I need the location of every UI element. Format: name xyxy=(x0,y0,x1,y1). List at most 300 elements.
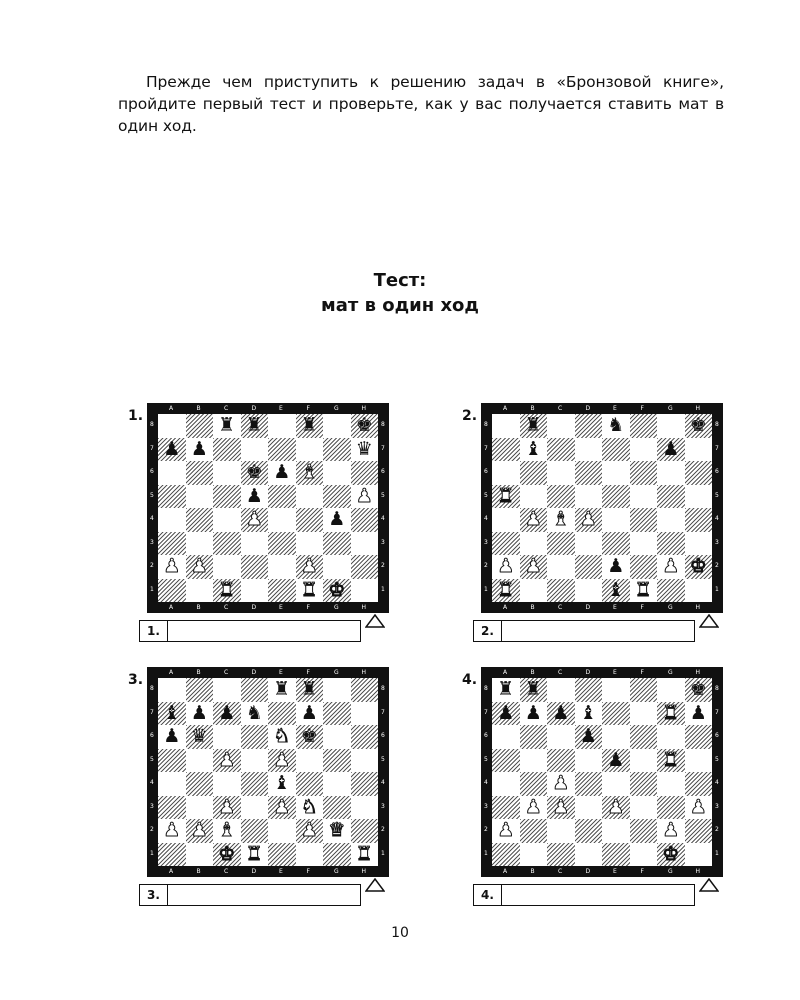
black-knight-icon: ♞ xyxy=(607,414,625,437)
black-pawn-icon: ♟ xyxy=(607,748,625,771)
board-square xyxy=(575,725,603,749)
answer-field[interactable] xyxy=(168,885,360,905)
board-square xyxy=(630,772,658,796)
board-square xyxy=(575,414,603,438)
board-square xyxy=(547,414,575,438)
white-queen-icon: ♛ xyxy=(328,819,346,842)
answer-box[interactable] xyxy=(139,884,361,906)
board-square xyxy=(323,414,351,438)
board-square xyxy=(241,819,269,843)
board-square xyxy=(323,438,351,462)
white-pawn-icon: ♟ xyxy=(245,508,263,531)
file-label: A xyxy=(169,405,174,412)
board-square xyxy=(685,843,713,867)
board-square xyxy=(323,796,351,820)
board-square xyxy=(602,796,630,820)
rank-label: 2 xyxy=(381,826,385,833)
answer-box[interactable] xyxy=(473,884,695,906)
white-pawn-icon: ♟ xyxy=(607,795,625,818)
black-rook-icon: ♜ xyxy=(300,678,318,701)
board-square xyxy=(492,461,520,485)
rank-label: 7 xyxy=(381,708,385,716)
board-square xyxy=(520,555,548,579)
rank-label: 1 xyxy=(484,585,488,593)
board-square xyxy=(685,725,713,749)
board-square xyxy=(186,749,214,773)
file-label: E xyxy=(279,604,283,611)
board-square xyxy=(158,843,186,867)
board-square xyxy=(268,508,296,532)
board-square xyxy=(158,579,186,603)
answer-label: 4. xyxy=(474,885,502,905)
chess-board-frame xyxy=(481,403,723,613)
black-rook-icon: ♜ xyxy=(218,414,236,437)
board-square xyxy=(520,532,548,556)
board-square xyxy=(657,843,685,867)
board-square xyxy=(351,579,379,603)
rank-label: 4 xyxy=(150,779,154,786)
file-label: G xyxy=(334,868,339,875)
black-pawn-icon: ♟ xyxy=(190,437,208,460)
file-label: E xyxy=(613,669,617,676)
board-square xyxy=(657,414,685,438)
triangle-icon xyxy=(699,878,719,892)
white-knight-icon: ♞ xyxy=(273,725,291,748)
board-square xyxy=(268,843,296,867)
board-square xyxy=(575,702,603,726)
board-square xyxy=(186,843,214,867)
rank-label: 5 xyxy=(715,755,719,763)
white-pawn-icon: ♟ xyxy=(300,555,318,578)
rank-label: 8 xyxy=(484,685,488,692)
board-square xyxy=(602,819,630,843)
white-pawn-icon: ♟ xyxy=(163,819,181,842)
board-square xyxy=(296,461,324,485)
board-square xyxy=(158,796,186,820)
rank-label: 7 xyxy=(715,708,719,716)
file-label: A xyxy=(503,405,508,412)
file-label: H xyxy=(361,604,367,611)
board-square xyxy=(296,843,324,867)
file-label: B xyxy=(530,669,535,676)
board-square xyxy=(630,843,658,867)
board-square xyxy=(158,461,186,485)
board-square xyxy=(630,555,658,579)
board-square xyxy=(186,702,214,726)
board-square xyxy=(241,702,269,726)
black-pawn-icon: ♟ xyxy=(552,701,570,724)
board-square xyxy=(492,702,520,726)
board-square xyxy=(296,749,324,773)
puzzle-2 xyxy=(462,403,782,663)
board-square xyxy=(186,485,214,509)
board-square xyxy=(241,772,269,796)
black-pawn-icon: ♟ xyxy=(497,701,515,724)
white-pawn-icon: ♟ xyxy=(689,795,707,818)
board-square xyxy=(213,555,241,579)
rank-label: 2 xyxy=(484,562,488,569)
board-square xyxy=(520,725,548,749)
file-label: F xyxy=(640,669,644,676)
answer-label: 1. xyxy=(140,621,168,641)
board-square xyxy=(685,702,713,726)
board-square xyxy=(241,508,269,532)
board-square xyxy=(492,843,520,867)
chess-board xyxy=(158,414,378,602)
black-king-icon: ♚ xyxy=(689,414,707,437)
black-pawn-icon: ♟ xyxy=(273,461,291,484)
black-bishop-icon: ♝ xyxy=(273,772,291,795)
file-label: G xyxy=(668,868,673,875)
board-square xyxy=(268,532,296,556)
rank-label: 8 xyxy=(381,421,385,428)
file-label: B xyxy=(196,669,201,676)
board-square xyxy=(296,725,324,749)
board-square xyxy=(296,532,324,556)
file-label: H xyxy=(695,868,701,875)
board-square xyxy=(575,461,603,485)
board-square xyxy=(657,678,685,702)
board-square xyxy=(268,438,296,462)
file-label: A xyxy=(169,669,174,676)
board-square xyxy=(241,796,269,820)
triangle-icon xyxy=(365,614,385,628)
board-square xyxy=(323,485,351,509)
board-square xyxy=(186,508,214,532)
board-square xyxy=(351,438,379,462)
board-square xyxy=(630,414,658,438)
board-square xyxy=(213,485,241,509)
rank-label: 1 xyxy=(715,849,719,857)
board-square xyxy=(268,819,296,843)
test-title-line1: Тест: xyxy=(373,270,427,291)
board-square xyxy=(158,678,186,702)
board-square xyxy=(547,725,575,749)
board-square xyxy=(351,843,379,867)
answer-field[interactable] xyxy=(502,885,694,905)
answer-box[interactable] xyxy=(473,620,695,642)
black-pawn-icon: ♟ xyxy=(524,701,542,724)
rank-label: 1 xyxy=(484,849,488,857)
board-square xyxy=(213,508,241,532)
rank-label: 4 xyxy=(715,515,719,522)
black-pawn-icon: ♟ xyxy=(662,437,680,460)
white-pawn-icon: ♟ xyxy=(273,795,291,818)
rank-label: 2 xyxy=(150,826,154,833)
rank-label: 7 xyxy=(381,444,385,452)
rank-label: 5 xyxy=(381,755,385,763)
board-square xyxy=(602,532,630,556)
board-square xyxy=(492,796,520,820)
board-square xyxy=(323,461,351,485)
board-square xyxy=(547,579,575,603)
board-square xyxy=(213,579,241,603)
board-square xyxy=(575,796,603,820)
file-label: C xyxy=(558,868,563,875)
board-square xyxy=(241,749,269,773)
board-square xyxy=(213,843,241,867)
board-square xyxy=(268,579,296,603)
rank-label: 5 xyxy=(484,491,488,499)
white-rook-icon: ♜ xyxy=(662,701,680,724)
board-square xyxy=(268,772,296,796)
board-square xyxy=(602,725,630,749)
board-square xyxy=(213,702,241,726)
board-square xyxy=(241,414,269,438)
board-square xyxy=(296,772,324,796)
rank-label: 6 xyxy=(150,732,154,739)
file-label: D xyxy=(251,405,257,412)
board-square xyxy=(547,772,575,796)
white-king-icon: ♚ xyxy=(689,555,707,578)
board-square xyxy=(323,843,351,867)
rank-label: 1 xyxy=(715,585,719,593)
board-square xyxy=(351,819,379,843)
board-square xyxy=(575,555,603,579)
board-square xyxy=(657,555,685,579)
board-square xyxy=(213,532,241,556)
rank-label: 7 xyxy=(484,444,488,452)
board-square xyxy=(296,555,324,579)
file-label: B xyxy=(196,868,201,875)
puzzle-number: 4. xyxy=(462,672,478,688)
board-square xyxy=(547,485,575,509)
file-label: H xyxy=(695,405,701,412)
rank-label: 2 xyxy=(715,826,719,833)
board-square xyxy=(547,702,575,726)
chess-board xyxy=(492,678,712,866)
board-square xyxy=(492,678,520,702)
board-square xyxy=(268,414,296,438)
board-square xyxy=(213,819,241,843)
rank-label: 2 xyxy=(715,562,719,569)
white-pawn-icon: ♟ xyxy=(218,795,236,818)
board-square xyxy=(213,796,241,820)
black-pawn-icon: ♟ xyxy=(607,555,625,578)
board-square xyxy=(323,579,351,603)
board-square xyxy=(241,438,269,462)
board-square xyxy=(296,579,324,603)
puzzle-number: 3. xyxy=(128,672,144,688)
board-square xyxy=(158,819,186,843)
answer-field[interactable] xyxy=(502,621,694,641)
file-label: B xyxy=(530,405,535,412)
white-pawn-icon: ♟ xyxy=(355,484,373,507)
file-label: H xyxy=(361,405,367,412)
chess-board-frame xyxy=(147,667,389,877)
file-label: E xyxy=(613,868,617,875)
triangle-icon xyxy=(365,878,385,892)
file-label: H xyxy=(695,669,701,676)
board-square xyxy=(657,725,685,749)
board-square xyxy=(520,579,548,603)
rank-label: 7 xyxy=(150,444,154,452)
rank-label: 4 xyxy=(484,779,488,786)
file-label: B xyxy=(530,868,535,875)
black-queen-icon: ♛ xyxy=(190,725,208,748)
rank-label: 3 xyxy=(381,802,385,810)
board-square xyxy=(685,796,713,820)
board-square xyxy=(602,579,630,603)
board-square xyxy=(520,438,548,462)
board-square xyxy=(520,843,548,867)
board-square xyxy=(602,843,630,867)
chess-board-frame xyxy=(481,667,723,877)
board-square xyxy=(241,461,269,485)
white-pawn-icon: ♟ xyxy=(524,508,542,531)
board-square xyxy=(296,508,324,532)
white-pawn-icon: ♟ xyxy=(579,508,597,531)
board-square xyxy=(547,461,575,485)
board-square xyxy=(685,678,713,702)
file-label: F xyxy=(306,604,310,611)
board-square xyxy=(547,678,575,702)
file-label: H xyxy=(695,604,701,611)
board-square xyxy=(520,772,548,796)
board-square xyxy=(657,819,685,843)
rank-label: 7 xyxy=(484,708,488,716)
board-square xyxy=(685,555,713,579)
file-label: A xyxy=(169,868,174,875)
rank-label: 8 xyxy=(484,421,488,428)
rank-label: 5 xyxy=(484,755,488,763)
intro-paragraph: Прежде чем приступить к решению задач в «Бронзовой книге», пройдите первый тест и проверьте, как у вас получается ставить мат в один ход. xyxy=(118,73,724,135)
board-square xyxy=(158,555,186,579)
rank-label: 8 xyxy=(150,421,154,428)
black-pawn-icon: ♟ xyxy=(579,725,597,748)
board-square xyxy=(575,819,603,843)
board-square xyxy=(685,749,713,773)
board-square xyxy=(630,796,658,820)
board-square xyxy=(268,749,296,773)
file-label: E xyxy=(613,405,617,412)
rank-label: 6 xyxy=(715,732,719,739)
file-label: E xyxy=(279,868,283,875)
board-square xyxy=(158,508,186,532)
file-label: C xyxy=(224,604,229,611)
white-rook-icon: ♜ xyxy=(300,578,318,601)
white-pawn-icon: ♟ xyxy=(190,819,208,842)
board-square xyxy=(268,485,296,509)
board-square xyxy=(186,819,214,843)
black-king-icon: ♚ xyxy=(245,461,263,484)
board-square xyxy=(158,725,186,749)
rank-label: 5 xyxy=(150,755,154,763)
board-square xyxy=(602,555,630,579)
rank-label: 3 xyxy=(715,538,719,546)
rank-label: 4 xyxy=(381,515,385,522)
board-square xyxy=(575,438,603,462)
black-pawn-icon: ♟ xyxy=(689,701,707,724)
board-square xyxy=(575,772,603,796)
white-rook-icon: ♜ xyxy=(634,578,652,601)
board-square xyxy=(213,678,241,702)
answer-label: 3. xyxy=(140,885,168,905)
file-label: F xyxy=(640,868,644,875)
answer-box[interactable] xyxy=(139,620,361,642)
board-square xyxy=(158,702,186,726)
black-pawn-icon: ♟ xyxy=(163,725,181,748)
file-label: B xyxy=(196,604,201,611)
board-square xyxy=(186,678,214,702)
board-square xyxy=(351,414,379,438)
board-square xyxy=(241,678,269,702)
rank-label: 6 xyxy=(381,468,385,475)
board-square xyxy=(575,749,603,773)
puzzle-number: 2. xyxy=(462,408,478,424)
file-label: D xyxy=(585,669,591,676)
white-pawn-icon: ♟ xyxy=(524,795,542,818)
file-label: D xyxy=(585,868,591,875)
rank-label: 7 xyxy=(150,708,154,716)
board-square xyxy=(602,508,630,532)
white-pawn-icon: ♟ xyxy=(662,555,680,578)
rank-label: 8 xyxy=(381,685,385,692)
board-square xyxy=(213,414,241,438)
board-square xyxy=(296,438,324,462)
black-pawn-icon: ♟ xyxy=(328,508,346,531)
puzzle-1 xyxy=(128,403,448,663)
rank-label: 2 xyxy=(150,562,154,569)
board-square xyxy=(268,796,296,820)
file-label: F xyxy=(640,604,644,611)
board-square xyxy=(657,749,685,773)
white-knight-icon: ♞ xyxy=(300,795,318,818)
board-square xyxy=(323,508,351,532)
answer-field[interactable] xyxy=(168,621,360,641)
board-square xyxy=(657,532,685,556)
rank-label: 3 xyxy=(484,802,488,810)
board-square xyxy=(351,532,379,556)
board-square xyxy=(158,532,186,556)
board-square xyxy=(351,702,379,726)
file-label: C xyxy=(224,405,229,412)
board-square xyxy=(547,555,575,579)
board-square xyxy=(158,414,186,438)
rank-label: 4 xyxy=(715,779,719,786)
board-square xyxy=(492,555,520,579)
board-square xyxy=(186,532,214,556)
board-square xyxy=(158,485,186,509)
rank-label: 6 xyxy=(484,468,488,475)
white-rook-icon: ♜ xyxy=(355,842,373,865)
file-label: D xyxy=(251,669,257,676)
rank-label: 6 xyxy=(150,468,154,475)
board-square xyxy=(268,678,296,702)
white-rook-icon: ♜ xyxy=(218,578,236,601)
board-square xyxy=(657,772,685,796)
board-square xyxy=(323,725,351,749)
rank-label: 3 xyxy=(150,538,154,546)
white-bishop-icon: ♝ xyxy=(552,508,570,531)
white-rook-icon: ♜ xyxy=(497,484,515,507)
white-rook-icon: ♜ xyxy=(245,842,263,865)
white-pawn-icon: ♟ xyxy=(662,819,680,842)
board-square xyxy=(602,678,630,702)
file-label: E xyxy=(279,669,283,676)
white-king-icon: ♚ xyxy=(328,578,346,601)
white-rook-icon: ♜ xyxy=(497,578,515,601)
board-square xyxy=(296,819,324,843)
puzzle-number: 1. xyxy=(128,408,144,424)
board-square xyxy=(296,796,324,820)
board-square xyxy=(685,414,713,438)
board-square xyxy=(213,725,241,749)
black-rook-icon: ♜ xyxy=(524,414,542,437)
white-pawn-icon: ♟ xyxy=(163,555,181,578)
board-square xyxy=(575,485,603,509)
board-square xyxy=(547,749,575,773)
